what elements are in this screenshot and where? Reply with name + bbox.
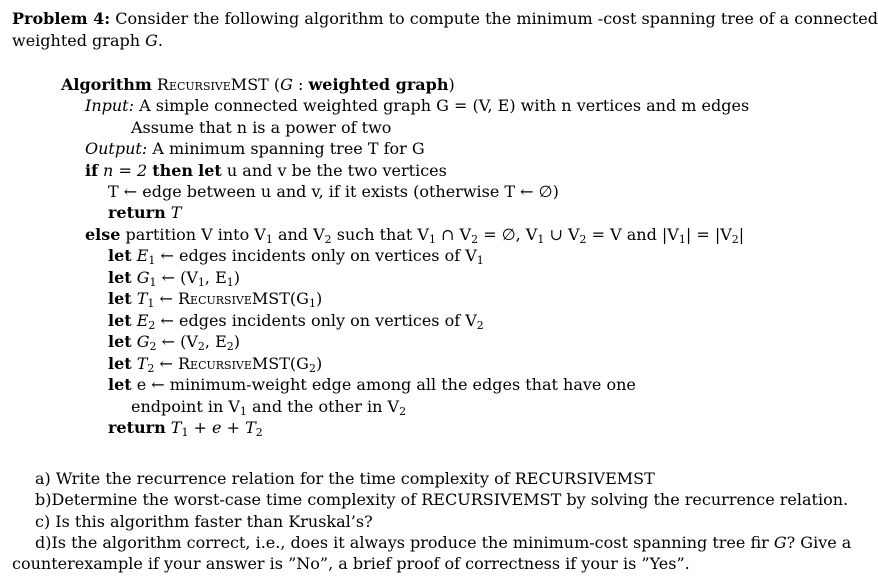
input-label: Input: [85,96,134,115]
output-text: A minimum spanning tree T for G [152,139,425,158]
else-text: ∩ V [435,225,472,244]
sub: 1 [197,276,205,289]
problem-text-2: weighted graph [12,31,146,50]
else-keyword: else [85,225,121,244]
let-e1-var: E [131,246,149,265]
return-t1: T [165,418,182,437]
sub: 2 [147,362,155,375]
sig-close: ) [448,75,455,94]
return-keyword: return [108,203,166,222]
t-assign-line [108,182,559,202]
question-d-var: G [773,533,787,552]
let-t2-text: ) [315,354,323,373]
let-keyword: let [108,332,132,351]
sub: 1 [537,233,545,246]
sub: 1 [149,276,157,289]
rec-name: RecursiveMST [178,289,290,308]
sub: 2 [148,319,156,332]
input-line-2 [131,118,391,138]
else-text: = ∅, V [478,225,538,244]
let-g1-var: G [131,268,150,287]
question-a [35,469,655,489]
input-text: A simple connected weighted graph G = (V, E) with n vertices and m edges [139,96,750,115]
let-e-line [108,375,636,395]
if-body: u and v be the two vertices [221,161,447,180]
sub: 1 [148,254,156,267]
problem-line-2 [12,31,163,51]
else-text: = V and |V [586,225,679,244]
input-text-2: Assume that n is a power of two [131,118,392,137]
let-keyword: let [108,354,132,373]
return-rest: + e + T [188,418,256,437]
period: . [157,31,163,50]
let-t2-arrow: ← [154,354,178,373]
sub: 1 [265,233,273,246]
let-g2-text: , E [204,332,227,351]
endpoint-text: endpoint in V [131,397,240,416]
problem-label: Problem 4: [12,9,111,28]
question-d-text: d)Is the algorithm correct, i.e., does it always produce the minimum-cost spanning tree fir [35,533,774,552]
let-t1-text: ) [315,289,323,308]
rec-name: RecursiveMST [178,354,290,373]
let-e2-text: ← edges incidents only on vertices of V [155,311,477,330]
question-a-text: a) Write the recurrence relation for the time complexity of RECURSIVEMST [35,469,655,488]
sub: 2 [476,319,484,332]
let-keyword: let [198,161,222,180]
sub: 1 [181,426,189,439]
question-c [35,512,373,532]
sub: 2 [731,233,739,246]
else-text: and V [272,225,325,244]
endpoint-text: and the other in V [246,397,400,416]
if-keyword: if [85,161,98,180]
problem-line-1 [12,9,878,29]
let-e1-text: ← edges incidents only on vertices of V [155,246,477,265]
problem-text-1: Consider the following algorithm to compute the minimum -cost spanning tree of a connected [115,9,878,28]
else-text: partition V into V [120,225,266,244]
return-t: T [165,203,182,222]
let-t2-text: (G [289,354,309,373]
let-t2-var: T [131,354,148,373]
sub: 1 [428,233,436,246]
return-t-line [108,203,181,223]
output-line [85,139,425,159]
sub: 2 [308,362,316,375]
input-line [85,96,749,116]
let-e-text: e ← minimum-weight edge among all the edges that have one [131,375,636,394]
if-condition: n = 2 [97,161,153,180]
let-e2-var: E [131,311,149,330]
let-keyword: let [108,289,132,308]
algorithm-name: RecursiveMST [156,75,269,94]
sub: 2 [149,340,157,353]
sub: 2 [255,426,263,439]
let-keyword: let [108,375,132,394]
let-g2-text: ← (V [156,332,198,351]
let-t1-arrow: ← [154,289,178,308]
let-g2-text: ) [233,332,241,351]
algorithm-header [61,75,455,95]
question-d-text: ? Give a [786,533,852,552]
t-assign: T ← edge between u and v, if it exists (otherwise T ← ∅) [108,182,559,201]
sub: 1 [226,276,234,289]
let-t1-var: T [131,289,148,308]
let-keyword: let [108,311,132,330]
else-text: such that V [331,225,429,244]
let-t1-text: (G [289,289,309,308]
sig-colon: : [292,75,309,94]
sub: 2 [471,233,479,246]
then-keyword: then [152,161,194,180]
return-keyword: return [108,418,166,437]
sub: 1 [308,297,316,310]
sub: 1 [147,297,155,310]
sub: 2 [226,340,234,353]
let-keyword: let [108,246,132,265]
question-d-1 [35,533,851,553]
let-g1-text: , E [204,268,227,287]
sig-var: G [280,75,293,94]
return-final-line [108,418,263,443]
sub: 2 [399,405,407,418]
sub: 2 [579,233,587,246]
if-line [85,161,447,181]
sub: 1 [239,405,247,418]
question-d-text-2: counterexample if your answer is ”No”, a brief proof of correctness if your is ”Yes”. [12,554,690,573]
question-d-2 [12,554,690,574]
sub: 1 [678,233,686,246]
sig-type: weighted graph [308,75,449,94]
output-label: Output: [85,139,148,158]
else-text: | [738,225,745,244]
sub: 2 [324,233,332,246]
let-keyword: let [108,268,132,287]
algorithm-keyword: Algorithm [61,75,152,94]
graph-var: G [145,31,158,50]
question-b [35,490,848,510]
sub: 2 [197,340,205,353]
else-text: ∪ V [544,225,580,244]
let-g2-var: G [131,332,150,351]
question-b-text: b)Determine the worst-case time complexity of RECURSIVEMST by solving the recurrence relation. [35,490,849,509]
question-c-text: c) Is this algorithm faster than Kruskal’s? [35,512,373,531]
let-g1-text: ← (V [156,268,198,287]
let-g1-text: ) [233,268,241,287]
sub: 1 [476,254,484,267]
sig-open: ( [268,75,281,94]
else-text: | = |V [685,225,732,244]
